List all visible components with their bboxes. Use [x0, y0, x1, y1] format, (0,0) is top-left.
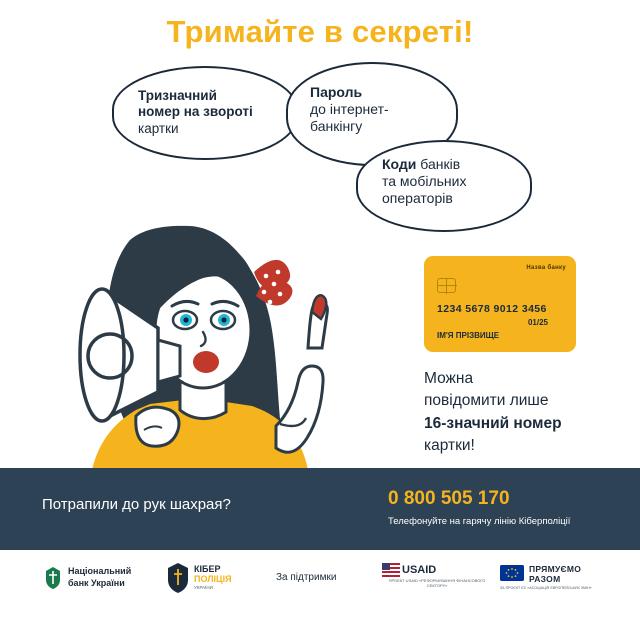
- footer-logos: [0, 550, 640, 623]
- bubble-codes-line1-bold: Коди: [382, 156, 417, 172]
- razom-line2: РАЗОМ: [529, 574, 561, 584]
- cyberpolice-line2: ПОЛІЦІЯ: [194, 574, 232, 584]
- logo-usaid: [382, 564, 492, 598]
- razom-tagline: ЗА ПРОЄКТ ЄС «АСОЦІАЦІЯ ЄВРОПЕЙСЬКИХ ЗМІН»: [500, 586, 592, 590]
- cyberpolice-line3: УКРАЇНИ: [194, 585, 213, 590]
- card-number: 1234 5678 9012 3456: [437, 303, 547, 315]
- hotline-phone-number[interactable]: 0 800 505 170: [388, 488, 510, 509]
- speech-bubble-cvv: [112, 66, 298, 160]
- card-holder-name: ІМ'Я ПРІЗВИЩЕ: [437, 331, 500, 340]
- nbu-line1: Національний: [68, 566, 132, 576]
- bubble-codes-line3: операторів: [382, 190, 453, 207]
- logo-pryamuemo-razom: [500, 564, 626, 598]
- support-label: За підтримки: [276, 572, 337, 583]
- woman-with-megaphone-illustration: [40, 180, 400, 470]
- nbu-emblem-icon: [44, 566, 62, 590]
- bubble-password-line3: банкінгу: [310, 118, 363, 135]
- contact-band: [0, 468, 640, 550]
- nbu-line2: банк України: [68, 578, 125, 588]
- bubble-codes-line2: та мобільних: [382, 173, 467, 190]
- bubble-cvv-line1: Тризначний: [138, 88, 217, 103]
- usaid-flag-icon: [382, 563, 400, 577]
- bubble-cvv-line2: номер на звороті: [138, 104, 253, 120]
- right-note-line1: Можна: [424, 370, 474, 387]
- bubble-password-line2: до інтернет-: [310, 101, 389, 118]
- logo-cyberpolice: [166, 562, 266, 598]
- usaid-tagline: ПРОЕКТ USAID «РЕФОРМУВАННЯ ФІНАНСОВОГО СЕКТОРУ»: [388, 578, 486, 589]
- cyberpolice-shield-icon: [166, 562, 190, 594]
- logo-national-bank-of-ukraine: [44, 564, 164, 594]
- bubble-cvv-line3: картки: [138, 120, 179, 136]
- hotline-subtitle: Телефонуйте на гарячу лінію Кіберполіції: [388, 516, 571, 527]
- usaid-name: USAID: [402, 564, 437, 576]
- right-note-line3: 16-значний номер: [424, 414, 562, 432]
- cyberpolice-line1: КІБЕР: [194, 564, 221, 574]
- card-bank-label: Назва банку: [526, 265, 566, 271]
- card-expiry: 01/25: [527, 318, 548, 327]
- card-chip-icon: [437, 278, 456, 293]
- band-question: Потрапили до рук шахрая?: [42, 496, 231, 513]
- page-title: Тримайте в секреті!: [166, 14, 474, 49]
- right-note: [424, 368, 624, 458]
- razom-line1: ПРЯМУЄМО: [529, 564, 582, 574]
- bubble-codes-line1-rest: банків: [416, 156, 461, 172]
- bubble-password-line1: Пароль: [310, 84, 363, 100]
- right-note-line2: повідомити лише: [424, 392, 549, 410]
- right-note-line4: картки!: [424, 437, 475, 455]
- eu-flag-icon: [500, 565, 524, 581]
- bank-card: [424, 256, 576, 352]
- bubble-codes-line1: [382, 156, 514, 173]
